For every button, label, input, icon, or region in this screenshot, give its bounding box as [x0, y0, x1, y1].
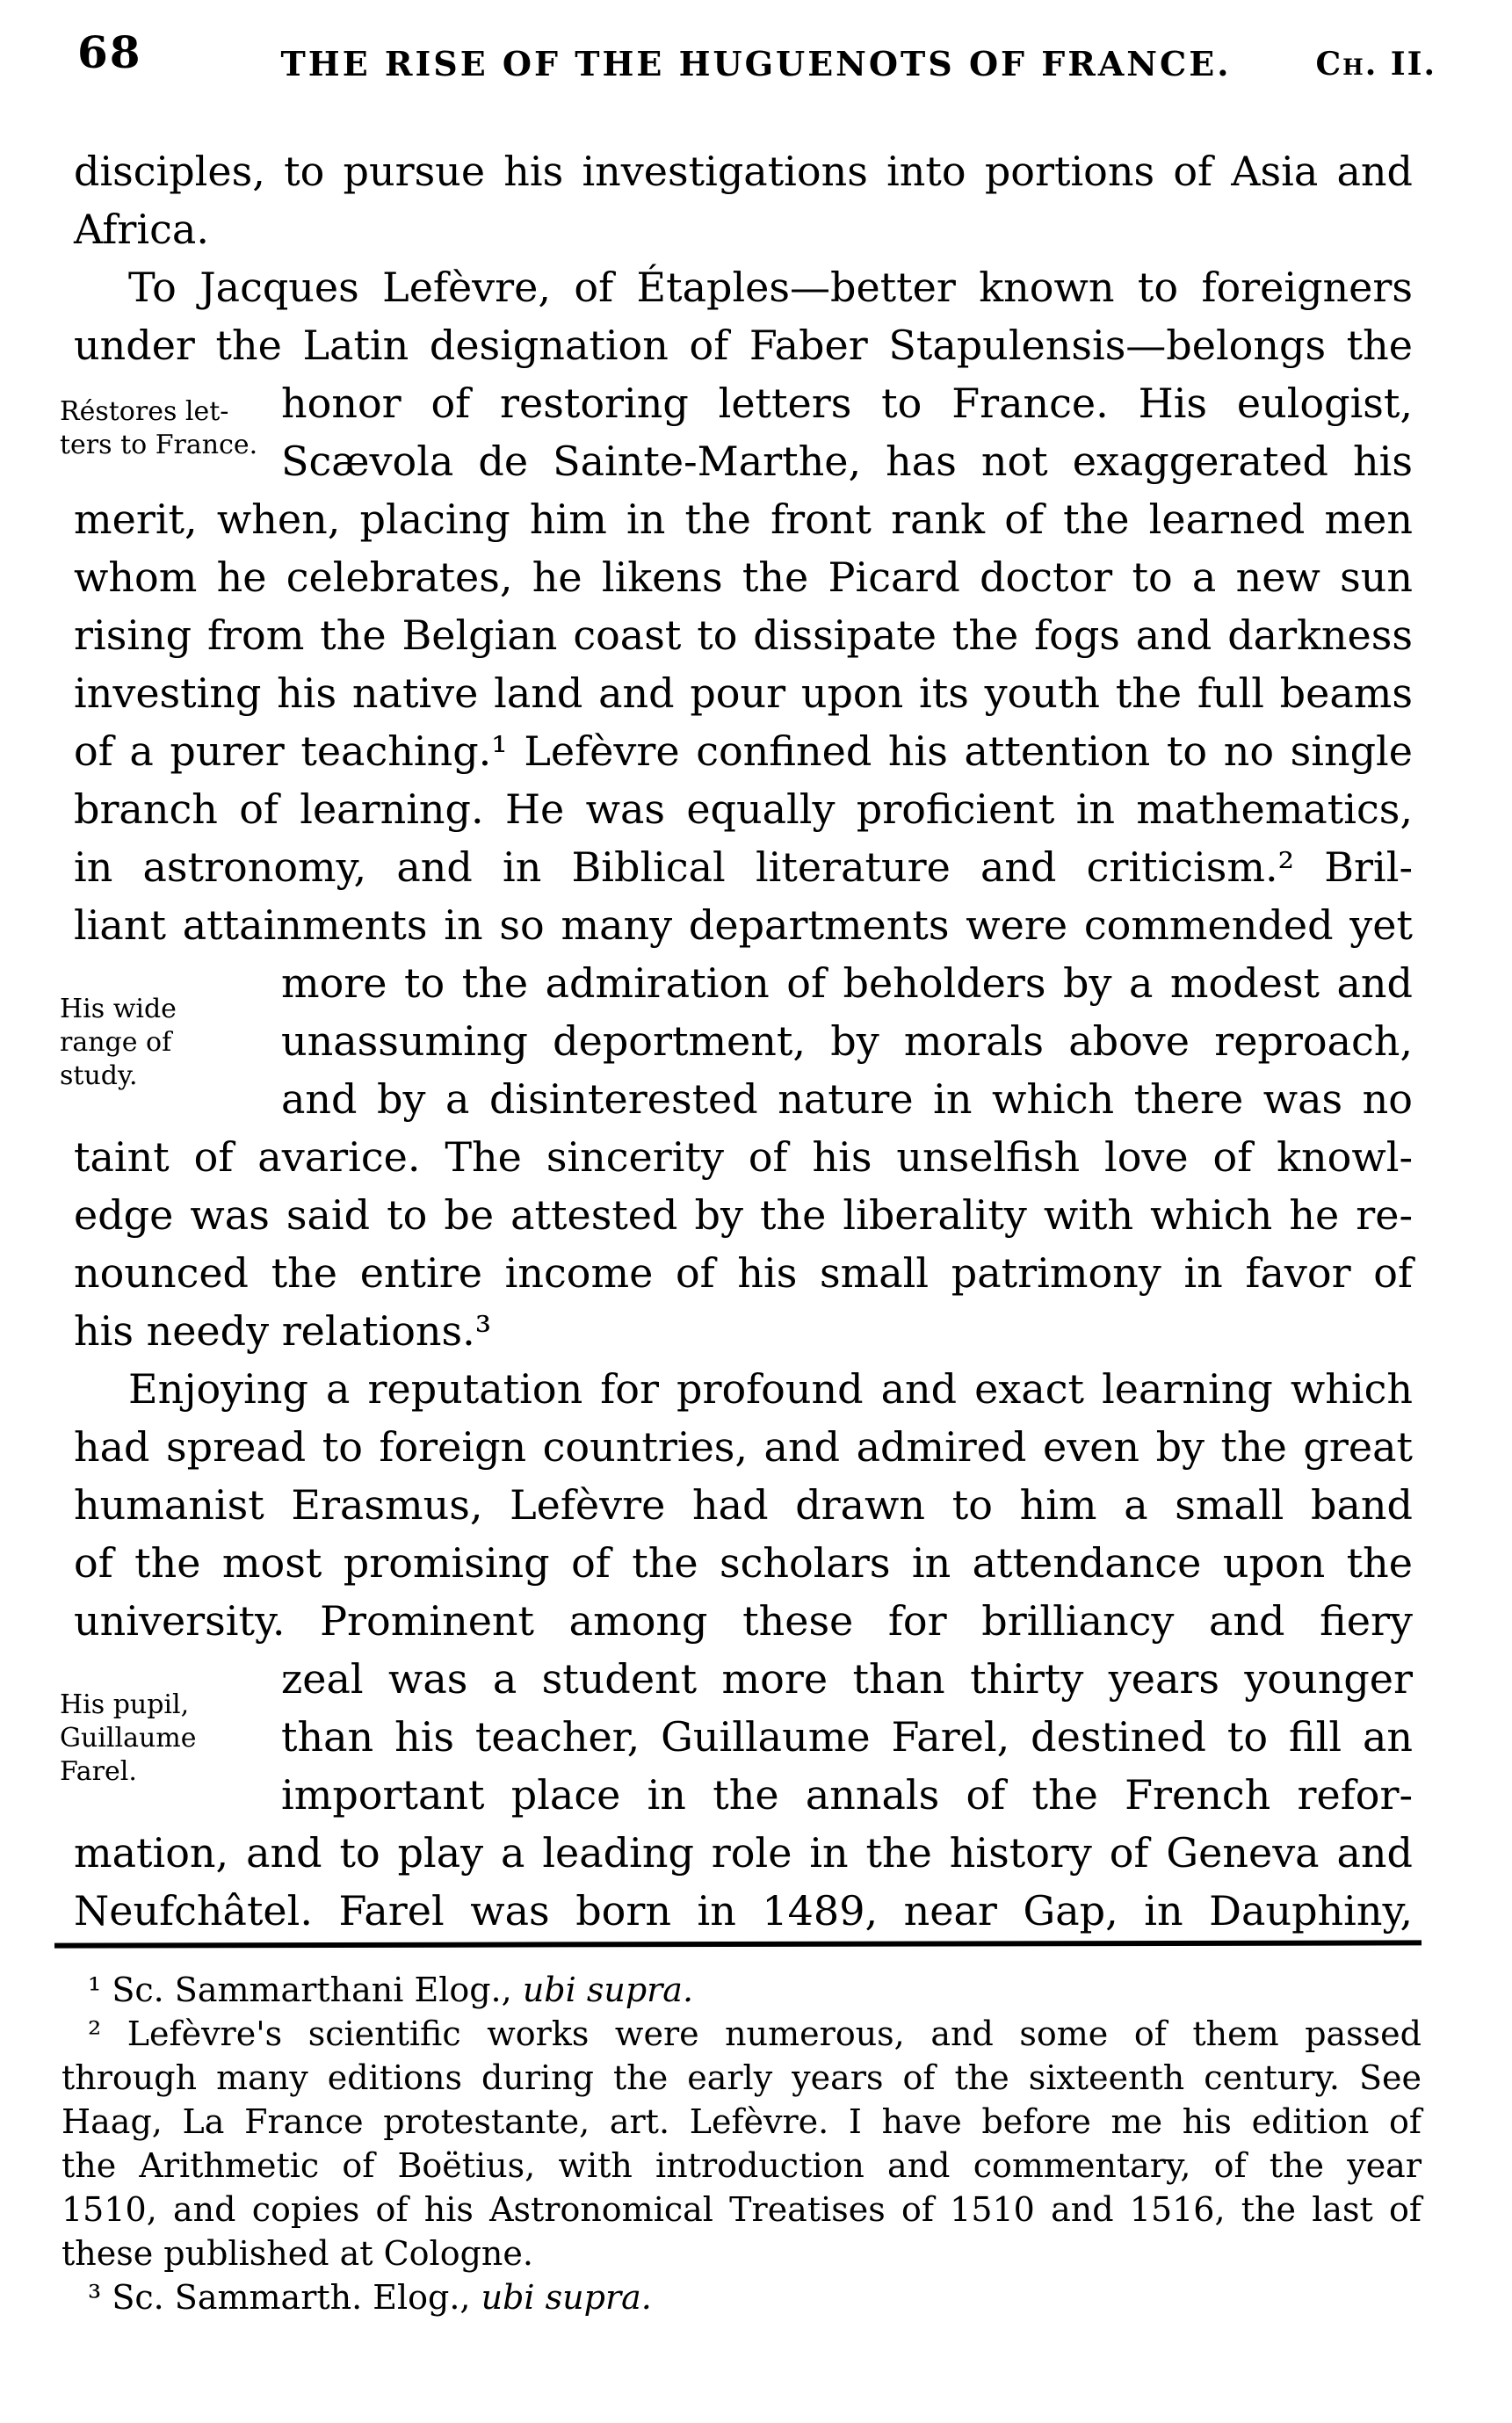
text-line: Scævola de Sainte-Marthe, has not exaggerated his — [281, 438, 1413, 485]
text-line: honor of restoring letters to France. His eulogist, — [281, 380, 1413, 427]
text-line: mation, and to play a leading role in the history of Geneva and — [74, 1829, 1413, 1877]
text-line: of the most promising of the scholars in attendance upon the — [74, 1539, 1413, 1587]
text-line: of a purer teaching.¹ Lefèvre confined his attention to no single — [74, 727, 1413, 775]
sidenote-line: ters to France. — [60, 430, 258, 460]
footnote-line: Haag, La France protestante, art. Lefèvre. I have before me his edition of — [61, 2102, 1422, 2141]
sidenote-restores-letters — [60, 395, 266, 462]
footnotes — [61, 1968, 1422, 2319]
text-line: in astronomy, and in Biblical literature and criticism.² Bril- — [74, 843, 1413, 891]
text-line: his needy relations.³ — [74, 1307, 492, 1355]
footnote-line: through many editions during the early years of the sixteenth century. See — [61, 2058, 1422, 2097]
text-line: important place in the annals of the French refor- — [281, 1771, 1413, 1819]
sidenote-line: range of — [60, 1027, 172, 1058]
text-line: more to the admiration of beholders by a modest and — [281, 959, 1413, 1007]
text-line: and by a disinterested nature in which there was no — [281, 1075, 1413, 1123]
text-line: investing his native land and pour upon its youth the full beams — [74, 669, 1413, 717]
text-line: Africa. — [74, 206, 209, 253]
text-line: had spread to foreign countries, and admired even by the great — [74, 1423, 1413, 1471]
text-line: zeal was a student more than thirty years younger — [281, 1655, 1413, 1703]
sidenote-line: Guillaume — [60, 1723, 197, 1754]
footnote-rule — [54, 1940, 1422, 1948]
text-line: nounced the entire income of his small patrimony in favor of — [74, 1249, 1413, 1297]
page-number: 68 — [77, 26, 142, 78]
text-line: Neufchâtel. Farel was born in 1489, near Gap, in Dauphiny, — [74, 1887, 1413, 1935]
sidenote-line: Farel. — [60, 1756, 137, 1787]
text-line: liant attainments in so many departments were commended yet — [74, 901, 1413, 949]
sidenote-line: Réstores let- — [60, 396, 229, 427]
footnote-text: ³ Sc. Sammarth. Elog., — [88, 2278, 481, 2317]
footnote-italic: ubi supra. — [481, 2278, 652, 2317]
text-line: than his teacher, Guillaume Farel, destined to fill an — [281, 1713, 1413, 1761]
text-line: edge was said to be attested by the liberality with which he re- — [74, 1191, 1413, 1239]
sidenote-line: study. — [60, 1060, 138, 1091]
text-line: To Jacques Lefèvre, of Étaples—better known to foreigners — [128, 264, 1413, 311]
text-line: disciples, to pursue his investigations into portions of Asia and — [74, 148, 1413, 195]
text-line: rising from the Belgian coast to dissipate the fogs and darkness — [74, 611, 1413, 659]
footnote-text: ¹ Sc. Sammarthani Elog., — [88, 1971, 523, 2009]
sidenote-wide-range-of-study — [60, 993, 266, 1093]
text-line: unassuming deportment, by morals above reproach, — [281, 1017, 1413, 1065]
footnote-line — [61, 1968, 1422, 2012]
chapter-header: Ch. II. — [1315, 46, 1436, 83]
sidenote-line: His wide — [60, 994, 177, 1024]
footnote-line: the Arithmetic of Boëtius, with introduction and commentary, of the year — [61, 2146, 1422, 2185]
text-line: taint of avarice. The sincerity of his unselfish love of knowl- — [74, 1133, 1413, 1181]
footnote-line: ² Lefèvre's scientific works were numerous, and some of them passed — [88, 2014, 1422, 2053]
sidenote-pupil-guillaume-farel — [60, 1689, 266, 1789]
text-line: whom he celebrates, he likens the Picard doctor to a new sun — [74, 553, 1413, 601]
body-text — [74, 142, 1413, 1940]
sidenote-line: His pupil, — [60, 1689, 190, 1720]
running-header-title: THE RISE OF THE HUGUENOTS OF FRANCE. — [280, 44, 1232, 83]
footnote-line: these published at Cologne. — [61, 2234, 533, 2273]
text-line: merit, when, placing him in the front rank of the learned men — [74, 495, 1413, 543]
text-line: branch of learning. He was equally proficient in mathematics, — [74, 785, 1413, 833]
footnote-line — [61, 2275, 1422, 2319]
text-line: Enjoying a reputation for profound and exact learning which — [128, 1365, 1413, 1413]
footnote-italic: ubi supra. — [522, 1971, 694, 2009]
footnote-line: 1510, and copies of his Astronomical Treatises of 1510 and 1516, the last of — [61, 2190, 1422, 2229]
text-line: university. Prominent among these for brilliancy and fiery — [74, 1597, 1413, 1645]
text-line: humanist Erasmus, Lefèvre had drawn to him a small band — [74, 1481, 1413, 1529]
text-line: under the Latin designation of Faber Stapulensis—belongs the — [74, 322, 1413, 369]
